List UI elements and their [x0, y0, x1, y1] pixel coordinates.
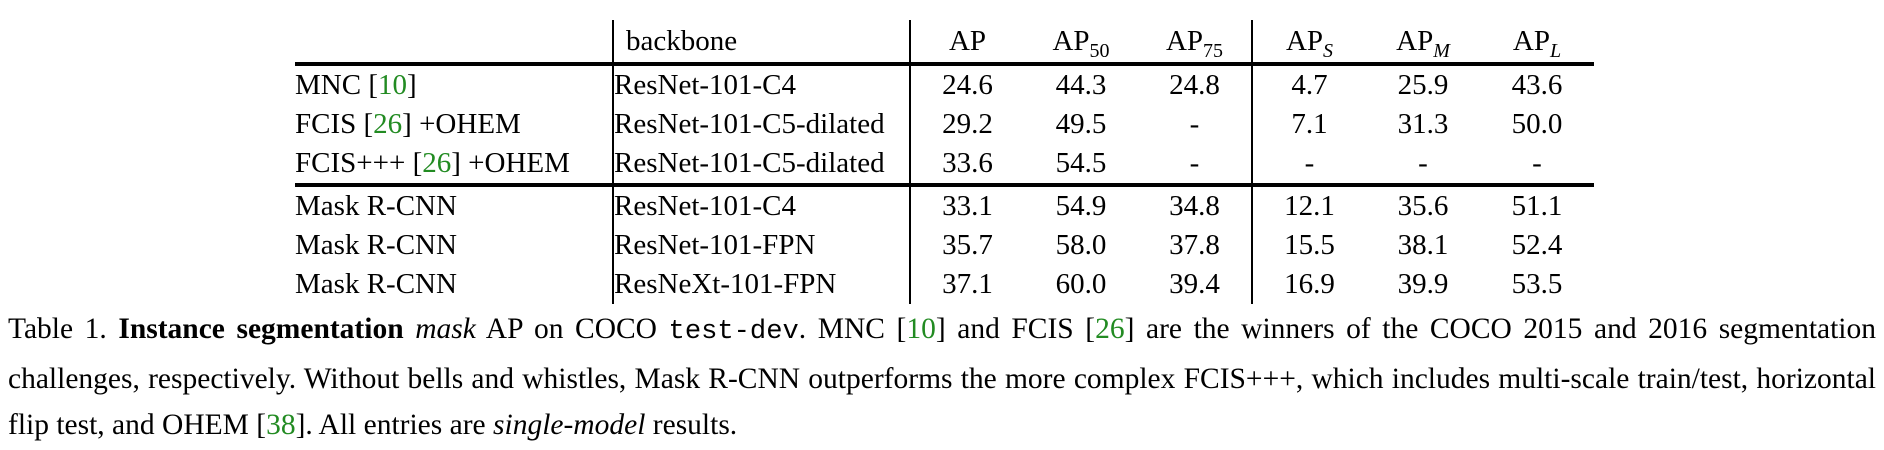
- header-label: AP: [948, 24, 987, 57]
- citation-number: 26: [1095, 313, 1125, 345]
- metric-cell: 37.8: [1169, 229, 1220, 261]
- metric-cell: 44.3: [1055, 69, 1107, 101]
- backbone-cell: ResNet-101-C4: [613, 64, 910, 105]
- metric-cell: 49.5: [1055, 108, 1107, 140]
- column-header-ap: [910, 20, 1024, 64]
- caption-segment: results.: [645, 409, 738, 441]
- metric-cell: 4.7: [1252, 64, 1366, 105]
- method-cell: Mask R-CNN: [295, 268, 457, 300]
- backbone-cell: ResNeXt-101-FPN: [613, 265, 910, 304]
- column-header-apl: [1480, 20, 1594, 64]
- caption-segment: test-dev: [668, 316, 799, 347]
- metric-cell: 52.4: [1511, 229, 1563, 261]
- caption-segment: AP on COCO: [475, 313, 669, 345]
- header-subscript: 50: [1089, 39, 1110, 62]
- table-row: [295, 64, 1594, 105]
- metric-cell: 7.1: [1252, 105, 1366, 144]
- caption-segment: mask: [415, 313, 476, 345]
- column-header-apm: [1366, 20, 1480, 64]
- metric-cell: 43.6: [1511, 69, 1563, 101]
- metric-cell: 39.9: [1397, 268, 1449, 300]
- backbone-cell: ResNet-101-C5-dilated: [613, 105, 910, 144]
- citation-number: 10: [377, 69, 407, 101]
- caption-segment: Table 1.: [8, 313, 119, 345]
- column-header-backbone: backbone: [613, 20, 910, 64]
- backbone-cell: ResNet-101-FPN: [613, 226, 910, 265]
- metric-cell: 34.8: [1138, 185, 1252, 226]
- header-label: AP: [1165, 24, 1204, 57]
- metric-cell: 54.9: [1024, 185, 1138, 226]
- metric-cell: -: [1189, 108, 1200, 140]
- metric-cell: 12.1: [1252, 185, 1366, 226]
- metric-cell: 51.1: [1480, 185, 1594, 226]
- metric-cell: -: [1189, 147, 1200, 179]
- table-body: [295, 64, 1594, 304]
- header-label: AP: [1512, 24, 1550, 57]
- caption-segment: single-model: [493, 409, 646, 441]
- column-header-method: [295, 20, 613, 64]
- caption-segment: [404, 313, 416, 345]
- metric-cell: 53.5: [1511, 268, 1563, 300]
- method-cell: Mask R-CNN: [295, 229, 457, 261]
- header-label: AP: [1285, 24, 1324, 57]
- metric-cell: 38.1: [1397, 229, 1449, 261]
- method-cell: FCIS+++ [26] +OHEM: [295, 147, 570, 179]
- metric-cell: 39.4: [1169, 268, 1220, 300]
- metric-cell: -: [1252, 144, 1366, 185]
- caption-segment: Instance segmentation: [118, 313, 404, 345]
- results-table: [295, 20, 1594, 304]
- backbone-cell: ResNet-101-C4: [613, 185, 910, 226]
- metric-cell: 37.1: [910, 265, 1024, 304]
- caption-segment: ] are the winners of the COCO 2015 and 2016 segmentation challenges, respectively. Without bells and whistles, Mask R-CNN outperforms the more complex FCIS+++, which includes multi-scale train/test, horizontal flip test, and OHEM [: [8, 313, 1877, 441]
- metric-cell: 24.8: [1169, 69, 1220, 101]
- backbone-cell: ResNet-101-C5-dilated: [613, 144, 910, 185]
- metric-cell: 15.5: [1252, 226, 1366, 265]
- citation-number: 10: [906, 313, 936, 345]
- header-label: AP: [1396, 24, 1434, 57]
- header-label: AP: [1052, 24, 1090, 57]
- citation-number: 26: [373, 108, 403, 140]
- citation-number: 38: [266, 409, 296, 441]
- caption-segment: . MNC [: [798, 313, 907, 345]
- metric-cell: 58.0: [1055, 229, 1107, 261]
- metric-cell: 29.2: [910, 105, 1024, 144]
- metric-cell: 35.7: [910, 226, 1024, 265]
- table-row: [295, 144, 1594, 185]
- table-header: [295, 20, 1594, 64]
- metric-cell: 60.0: [1055, 268, 1107, 300]
- metric-cell: 25.9: [1397, 69, 1449, 101]
- method-cell: MNC [10]: [295, 69, 417, 101]
- metric-cell: 31.3: [1397, 108, 1449, 140]
- method-cell: Mask R-CNN: [295, 185, 613, 226]
- metric-cell: -: [1418, 147, 1428, 179]
- method-cell: FCIS [26] +OHEM: [295, 108, 521, 140]
- metric-cell: 24.6: [910, 64, 1024, 105]
- table-row: [295, 226, 1594, 265]
- caption-segment: ] and FCIS [: [935, 313, 1096, 345]
- metric-cell: 33.1: [910, 185, 1024, 226]
- metric-cell: 16.9: [1252, 265, 1366, 304]
- metric-cell: 33.6: [910, 144, 1024, 185]
- table-caption: [8, 306, 1876, 449]
- column-header-ap75: [1138, 20, 1252, 64]
- table-row: [295, 265, 1594, 304]
- header-row: [295, 20, 1594, 64]
- citation-number: 26: [422, 147, 452, 179]
- header-subscript: M: [1433, 39, 1450, 62]
- column-header-ap50: [1024, 20, 1138, 64]
- metric-cell: -: [1532, 147, 1542, 179]
- caption-segment: ]. All entries are: [295, 409, 494, 441]
- column-header-aps: [1252, 20, 1366, 64]
- metric-cell: 35.6: [1366, 185, 1480, 226]
- metric-cell: 50.0: [1511, 108, 1563, 140]
- metric-cell: 54.5: [1055, 147, 1107, 179]
- header-subscript: L: [1549, 39, 1562, 62]
- table-row: [295, 105, 1594, 144]
- header-subscript: 75: [1203, 39, 1224, 62]
- table-row: [295, 185, 1594, 226]
- header-subscript: S: [1323, 39, 1334, 62]
